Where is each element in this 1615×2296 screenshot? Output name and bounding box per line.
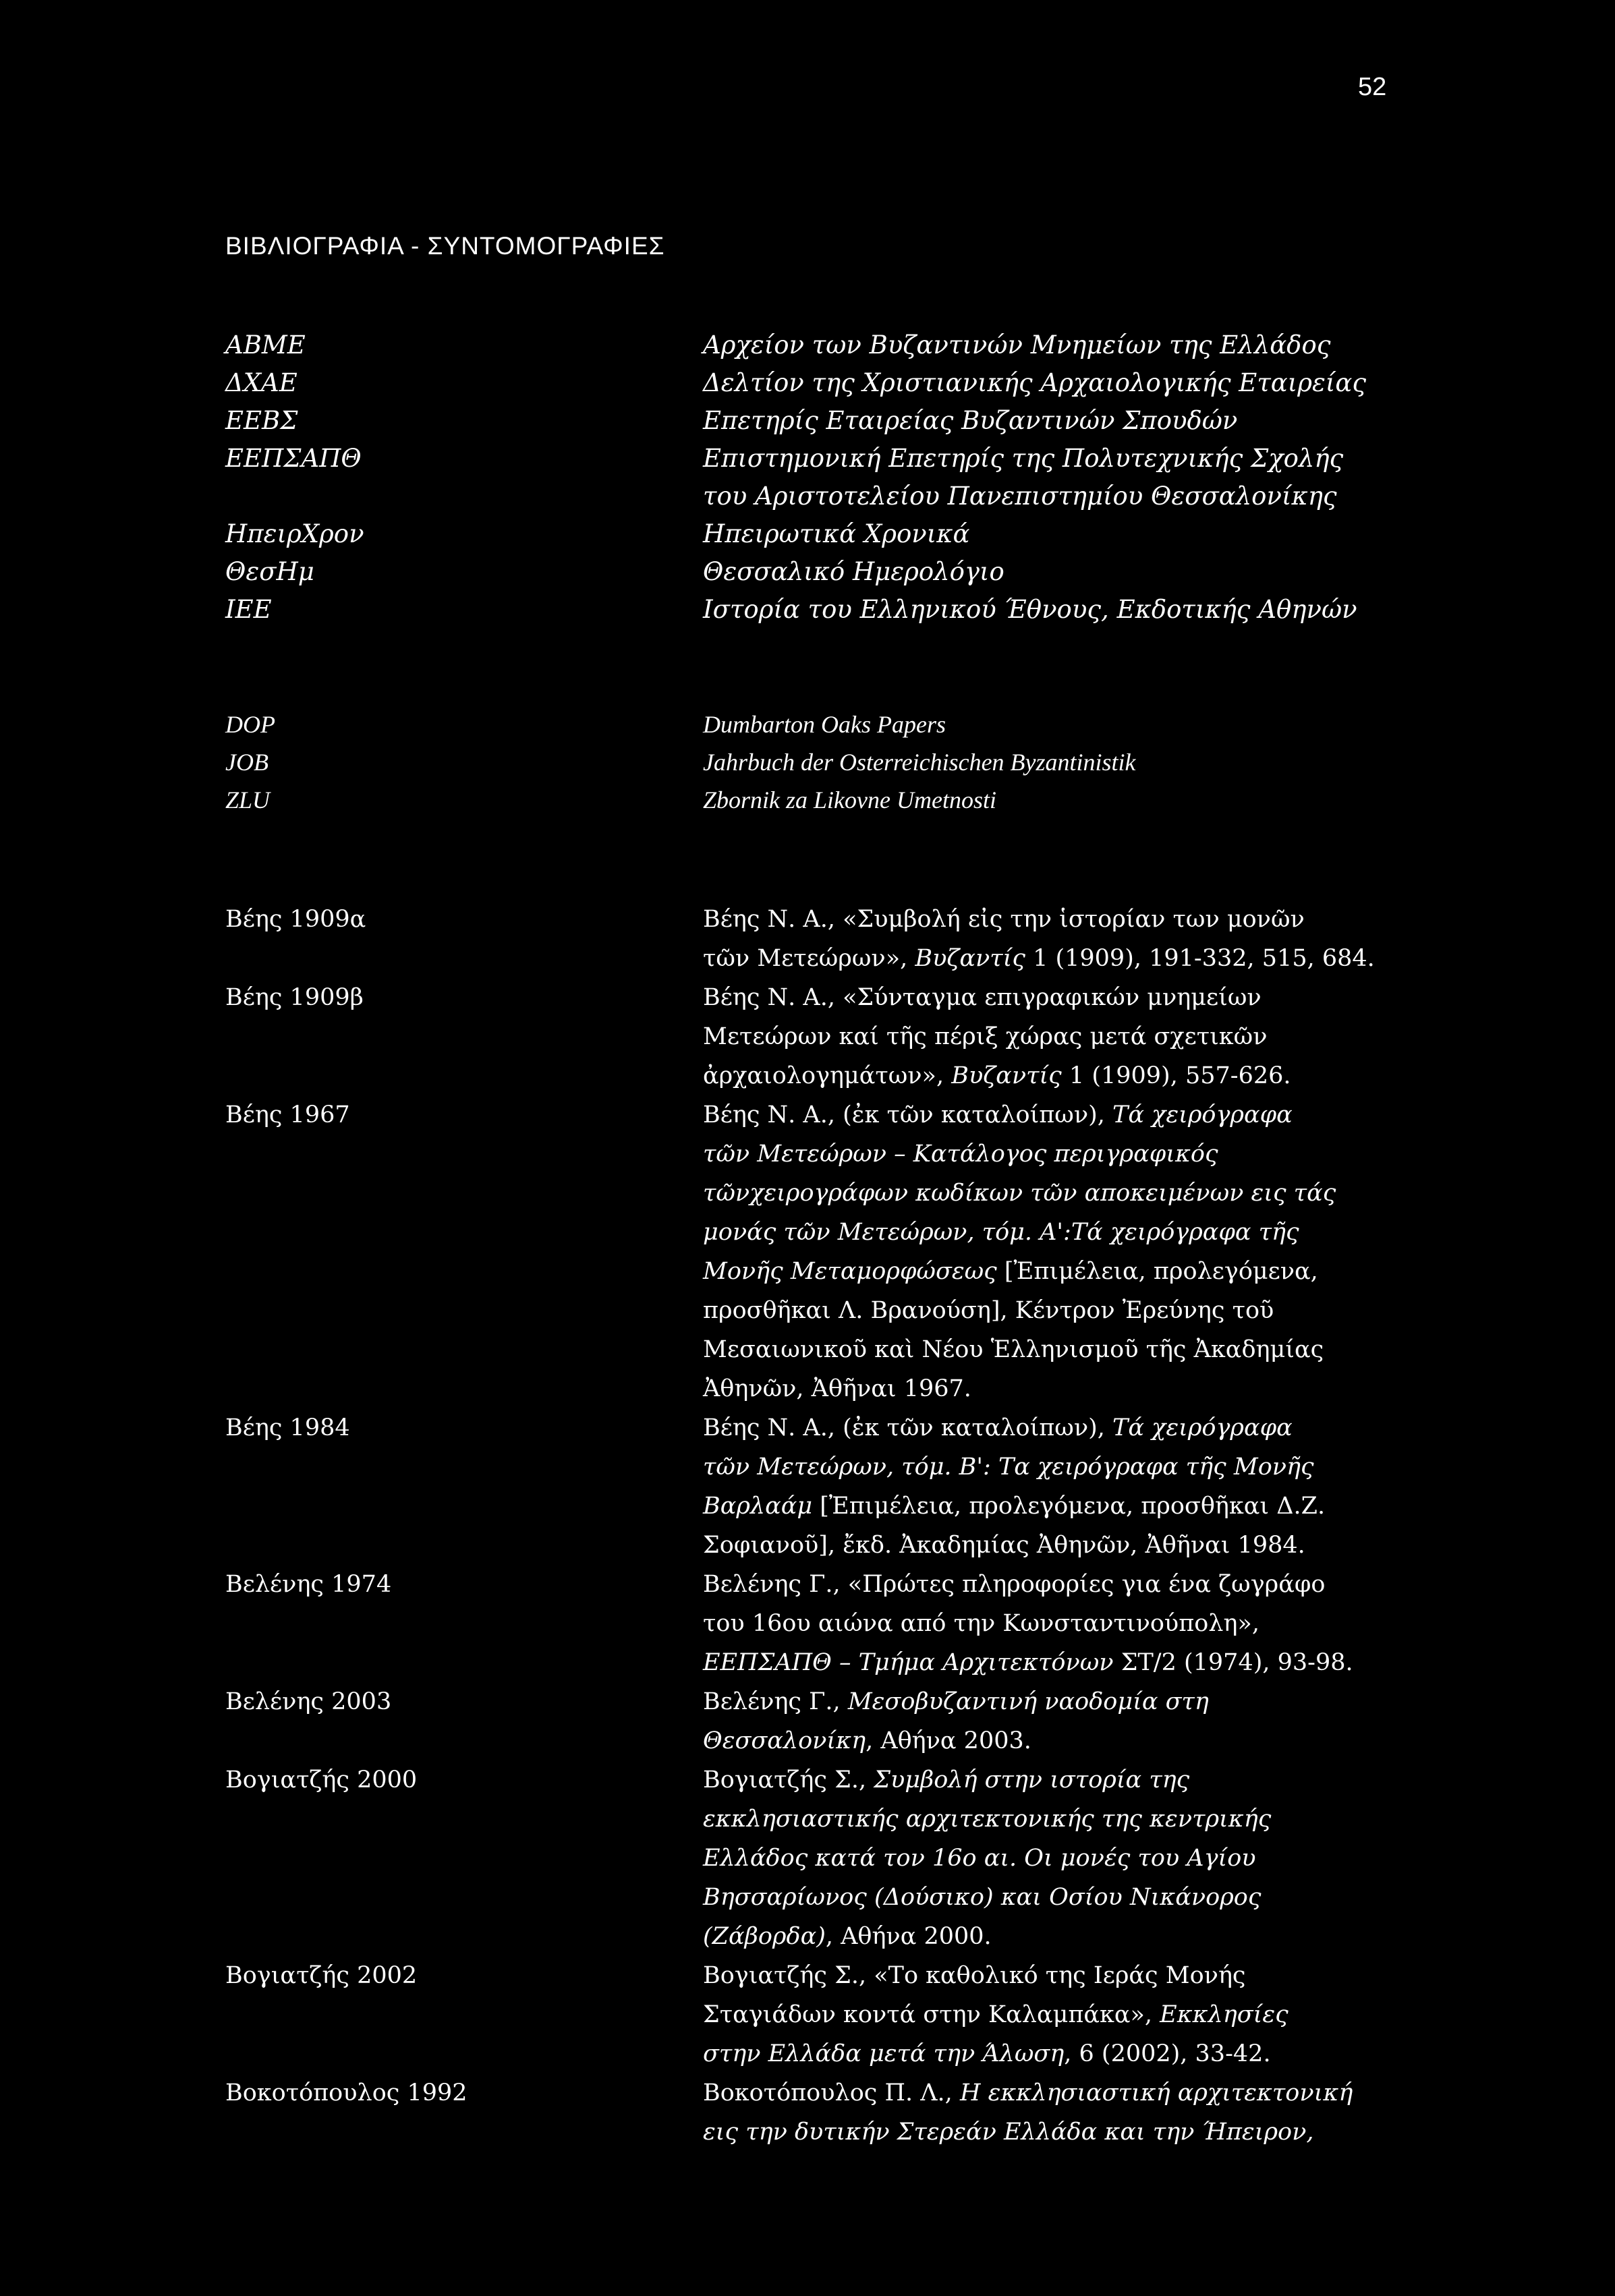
reference-segment: Εκκλησίες — [1160, 2001, 1288, 2028]
reference-line — [703, 1839, 1413, 1878]
abbreviation-row — [225, 591, 1413, 629]
bibliography-reference — [703, 1565, 1413, 1682]
bibliography-entry — [225, 2073, 1413, 2152]
bibliography-reference — [703, 1956, 1413, 2073]
abbreviation-row — [225, 706, 1413, 743]
reference-segment: Βυζαντίς — [915, 945, 1025, 972]
reference-segment: Θεσσαλονίκη — [703, 1727, 866, 1754]
definition-line: του Αριστοτελείου Πανεπιστημίου Θεσσαλονίκης — [703, 482, 1337, 511]
reference-segment: Βέης Ν. Α., (ἐκ τῶν καταλοίπων), — [703, 1101, 1113, 1128]
reference-line — [703, 1721, 1413, 1760]
reference-segment: τῶν Μετεώρων, τόμ. Β': Τα χειρόγραφα τῆς Μονῆς — [703, 1454, 1314, 1481]
reference-segment: μονάς τῶν Μετεώρων, τόμ. Α':Τά χειρόγραφα τῆς — [703, 1219, 1299, 1246]
reference-segment: Μετεώρων καί τῆς πέριξ χώρας μετά σχετικῶν — [703, 1023, 1268, 1050]
bibliography-reference — [703, 1408, 1413, 1565]
abbreviation-definition: Zbornik za Likovne Umetnosti — [703, 786, 996, 813]
reference-segment: Βέης Ν. Α., (ἐκ τῶν καταλοίπων), — [703, 1414, 1113, 1441]
abbreviation-row — [225, 515, 1413, 553]
reference-segment: Βέης Ν. Α., «Σύνταγμα επιγραφικών μνημείων — [703, 984, 1262, 1011]
reference-line — [703, 1017, 1413, 1056]
reference-line — [703, 1878, 1413, 1917]
definition-line: Αρχείον των Βυζαντινών Μνημείων της Ελλάδος — [703, 331, 1331, 360]
reference-segment: Μεσαιωνικοῦ καὶ Νέου Ἑλληνισμοῦ τῆς Ἀκαδημίας — [703, 1336, 1324, 1363]
reference-line — [703, 1526, 1413, 1565]
abbreviation-term: ΔΧΑΕ — [225, 368, 298, 397]
reference-segment: Βελένης Γ., «Πρώτες πληροφορίες για ένα ζωγράφο — [703, 1571, 1326, 1598]
reference-segment: ΕΕΠΣΑΠΘ – Τμήμα Αρχιτεκτόνων — [703, 1649, 1114, 1676]
greek-abbreviations-list — [225, 326, 1413, 629]
reference-segment: Συμβολή στην ιστορία της — [874, 1767, 1190, 1793]
abbreviation-term: JOB — [225, 749, 268, 776]
reference-segment: στην Ελλάδα μετά την Άλωση — [703, 2040, 1065, 2067]
bibliography-key: Βογιατζής 2000 — [225, 1767, 418, 1793]
reference-line — [703, 1408, 1413, 1447]
bibliography-key: Βέης 1909α — [225, 906, 366, 933]
reference-line — [703, 1447, 1413, 1487]
bibliography-entry — [225, 1565, 1413, 1682]
reference-segment: Βυζαντίς — [951, 1062, 1062, 1089]
definition-line: Θεσσαλικό Ημερολόγιο — [703, 557, 1004, 586]
reference-line — [703, 1643, 1413, 1682]
bibliography-entry — [225, 1408, 1413, 1565]
reference-line — [703, 1682, 1413, 1721]
abbreviation-definition — [703, 515, 1413, 553]
abbreviation-row — [225, 364, 1413, 402]
abbreviation-term: ΕΕΒΣ — [225, 406, 298, 435]
reference-line — [703, 978, 1413, 1017]
reference-line — [703, 1056, 1413, 1095]
bibliography-entry — [225, 1760, 1413, 1956]
abbreviation-definition: Dumbarton Oaks Papers — [703, 711, 946, 738]
reference-segment: Βαρλαάμ — [703, 1493, 813, 1520]
abbreviation-term: ΗπειρΧρον — [225, 519, 364, 548]
reference-line — [703, 1956, 1413, 1995]
abbreviation-definition — [703, 591, 1413, 629]
reference-line — [703, 1917, 1413, 1956]
reference-segment: Ελλάδος κατά τον 16ο αι. Οι μονές του Αγίου — [703, 1845, 1256, 1872]
page-number: 52 — [1358, 73, 1387, 101]
reference-line — [703, 1800, 1413, 1839]
abbreviation-row — [225, 781, 1413, 819]
reference-segment: , Αθήνα 2000. — [825, 1923, 992, 1950]
reference-segment: Σοφιανοῦ], ἔκδ. Ἀκαδημίας Ἀθηνῶν, Ἀθῆναι 1984. — [703, 1532, 1305, 1559]
bibliography-key: Βέης 1967 — [225, 1101, 350, 1128]
reference-line — [703, 1760, 1413, 1800]
reference-line — [703, 1330, 1413, 1369]
bibliography-reference — [703, 2073, 1413, 2152]
reference-segment: , Αθήνα 2003. — [866, 1727, 1031, 1754]
bibliography-reference — [703, 978, 1413, 1095]
reference-segment: τῶν Μετεώρων – Κατάλογος περιγραφικός — [703, 1141, 1218, 1168]
abbreviation-definition — [703, 364, 1413, 402]
bibliography-entry — [225, 978, 1413, 1095]
reference-segment: ΣΤ/2 (1974), 93-98. — [1113, 1649, 1353, 1676]
reference-segment: Τά χειρόγραφα — [1112, 1414, 1293, 1441]
definition-line: Επιστημονική Επετηρίς της Πολυτεχνικής Σχολής — [703, 444, 1344, 473]
abbreviation-term: ZLU — [225, 786, 271, 813]
abbreviation-term: ABME — [225, 331, 306, 360]
definition-line: Ηπειρωτικά Χρονικά — [703, 519, 970, 548]
reference-segment: προσθῆκαι Λ. Βρανούση], Κέντρον Ἐρεύνης τοῦ — [703, 1297, 1274, 1324]
latin-abbreviations-list — [225, 706, 1413, 819]
bibliography-reference — [703, 1095, 1413, 1408]
bibliography-key: Βοκοτόπουλος 1992 — [225, 2079, 468, 2106]
reference-segment: Βελένης Γ., — [703, 1688, 848, 1715]
page-heading: ΒΙΒΛΙΟΓΡΑΦΙΑ - ΣΥΝΤΟΜΟΓΡΑΦΙΕΣ — [225, 232, 665, 260]
reference-line — [703, 1995, 1413, 2034]
reference-line — [703, 1565, 1413, 1604]
definition-line: Ιστορία του Ελληνικού Έθνους, Εκδοτικής Αθηνών — [703, 595, 1357, 624]
reference-segment: εις την δυτικήν Στερεάν Ελλάδα και την Ήπειρον, — [703, 2119, 1314, 2146]
definition-line: Επετηρίς Εταιρείας Βυζαντινών Σπουδών — [703, 406, 1238, 435]
reference-line — [703, 1604, 1413, 1643]
reference-segment: ἀρχαιολογημάτων», — [703, 1062, 952, 1089]
reference-segment: 1 (1909), 191-332, 515, 684. — [1025, 945, 1375, 972]
reference-line — [703, 1369, 1413, 1408]
abbreviation-definition — [703, 553, 1413, 591]
reference-line — [703, 900, 1413, 939]
bibliography-entry — [225, 1956, 1413, 2073]
reference-segment: (Ζάβορδα) — [703, 1923, 826, 1950]
abbreviation-row — [225, 553, 1413, 591]
reference-segment: εκκλησιαστικής αρχιτεκτονικής της κεντρικής — [703, 1806, 1272, 1833]
reference-line — [703, 1291, 1413, 1330]
abbreviation-definition: Jahrbuch der Osterreichischen Byzantinistik — [703, 749, 1136, 776]
bibliography-reference — [703, 1682, 1413, 1760]
bibliography-list — [225, 900, 1413, 2152]
bibliography-entry — [225, 1682, 1413, 1760]
reference-segment: Βογιατζής Σ., «Το καθολικό της Ιεράς Μονής — [703, 1962, 1246, 1989]
bibliography-key: Βέης 1909β — [225, 984, 364, 1011]
reference-segment: Ἀθηνῶν, Ἀθῆναι 1967. — [703, 1375, 971, 1402]
reference-segment: Μεσοβυζαντινή ναοδομία στη — [847, 1688, 1209, 1715]
reference-segment: Σταγιάδων κοντά στην Καλαμπάκα», — [703, 2001, 1160, 2028]
reference-segment: Βοκοτόπουλος Π. Λ., — [703, 2079, 960, 2106]
reference-line — [703, 1487, 1413, 1526]
bibliography-reference — [703, 900, 1413, 978]
abbreviation-definition — [703, 402, 1413, 440]
reference-line — [703, 2113, 1413, 2152]
abbreviation-term: ΘεσΗμ — [225, 557, 314, 586]
reference-line — [703, 1174, 1413, 1213]
bibliography-key: Βογιατζής 2002 — [225, 1962, 418, 1989]
definition-line: Δελτίον της Χριστιανικής Αρχαιολογικής Εταιρείας — [703, 368, 1367, 397]
reference-line — [703, 2034, 1413, 2073]
bibliography-reference — [703, 1760, 1413, 1956]
abbreviation-term: DOP — [225, 711, 275, 738]
abbreviation-row — [225, 326, 1413, 364]
abbreviation-term: ΙΕΕ — [225, 595, 272, 624]
reference-segment: [Ἐπιμέλεια, προλεγόμενα, — [996, 1258, 1318, 1285]
bibliography-entry — [225, 900, 1413, 978]
reference-segment: του 16ου αιώνα από την Κωνσταντινούπολη», — [703, 1610, 1259, 1637]
reference-line — [703, 1095, 1413, 1135]
bibliography-entry — [225, 1095, 1413, 1408]
reference-segment: Βογιατζής Σ., — [703, 1767, 874, 1793]
reference-segment: Βέης Ν. Α., «Συμβολή εἰς την ἱστορίαν των μονῶν — [703, 906, 1305, 933]
reference-line — [703, 1213, 1413, 1252]
reference-segment: Βησσαρίωνος (Δούσικο) και Οσίου Νικάνορος — [703, 1884, 1262, 1911]
reference-line — [703, 2073, 1413, 2113]
reference-line — [703, 939, 1413, 978]
reference-segment: Μονῆς Μεταμορφώσεως — [703, 1258, 997, 1285]
bibliography-key: Βελένης 1974 — [225, 1571, 392, 1598]
reference-segment: τῶν Μετεώρων», — [703, 945, 915, 972]
bibliography-key: Βελένης 2003 — [225, 1688, 392, 1715]
reference-segment: , 6 (2002), 33-42. — [1064, 2040, 1271, 2067]
abbreviation-term: ΕΕΠΣΑΠΘ — [225, 444, 362, 473]
abbreviation-row — [225, 440, 1413, 515]
abbreviation-definition — [703, 326, 1413, 364]
reference-segment: τῶνχειρογράφων κωδίκων τῶν αποκειμένων εις τάς — [703, 1180, 1336, 1207]
reference-line — [703, 1252, 1413, 1291]
abbreviation-definition — [703, 440, 1413, 515]
bibliography-key: Βέης 1984 — [225, 1414, 350, 1441]
reference-segment: [Ἐπιμέλεια, προλεγόμενα, προσθῆκαι Δ.Ζ. — [812, 1493, 1326, 1520]
reference-segment: Η εκκλησιαστική αρχιτεκτονική — [959, 2079, 1353, 2106]
reference-line — [703, 1135, 1413, 1174]
reference-segment: 1 (1909), 557-626. — [1061, 1062, 1291, 1089]
reference-segment: Τά χειρόγραφα — [1112, 1101, 1293, 1128]
abbreviation-row — [225, 743, 1413, 781]
abbreviation-row — [225, 402, 1413, 440]
